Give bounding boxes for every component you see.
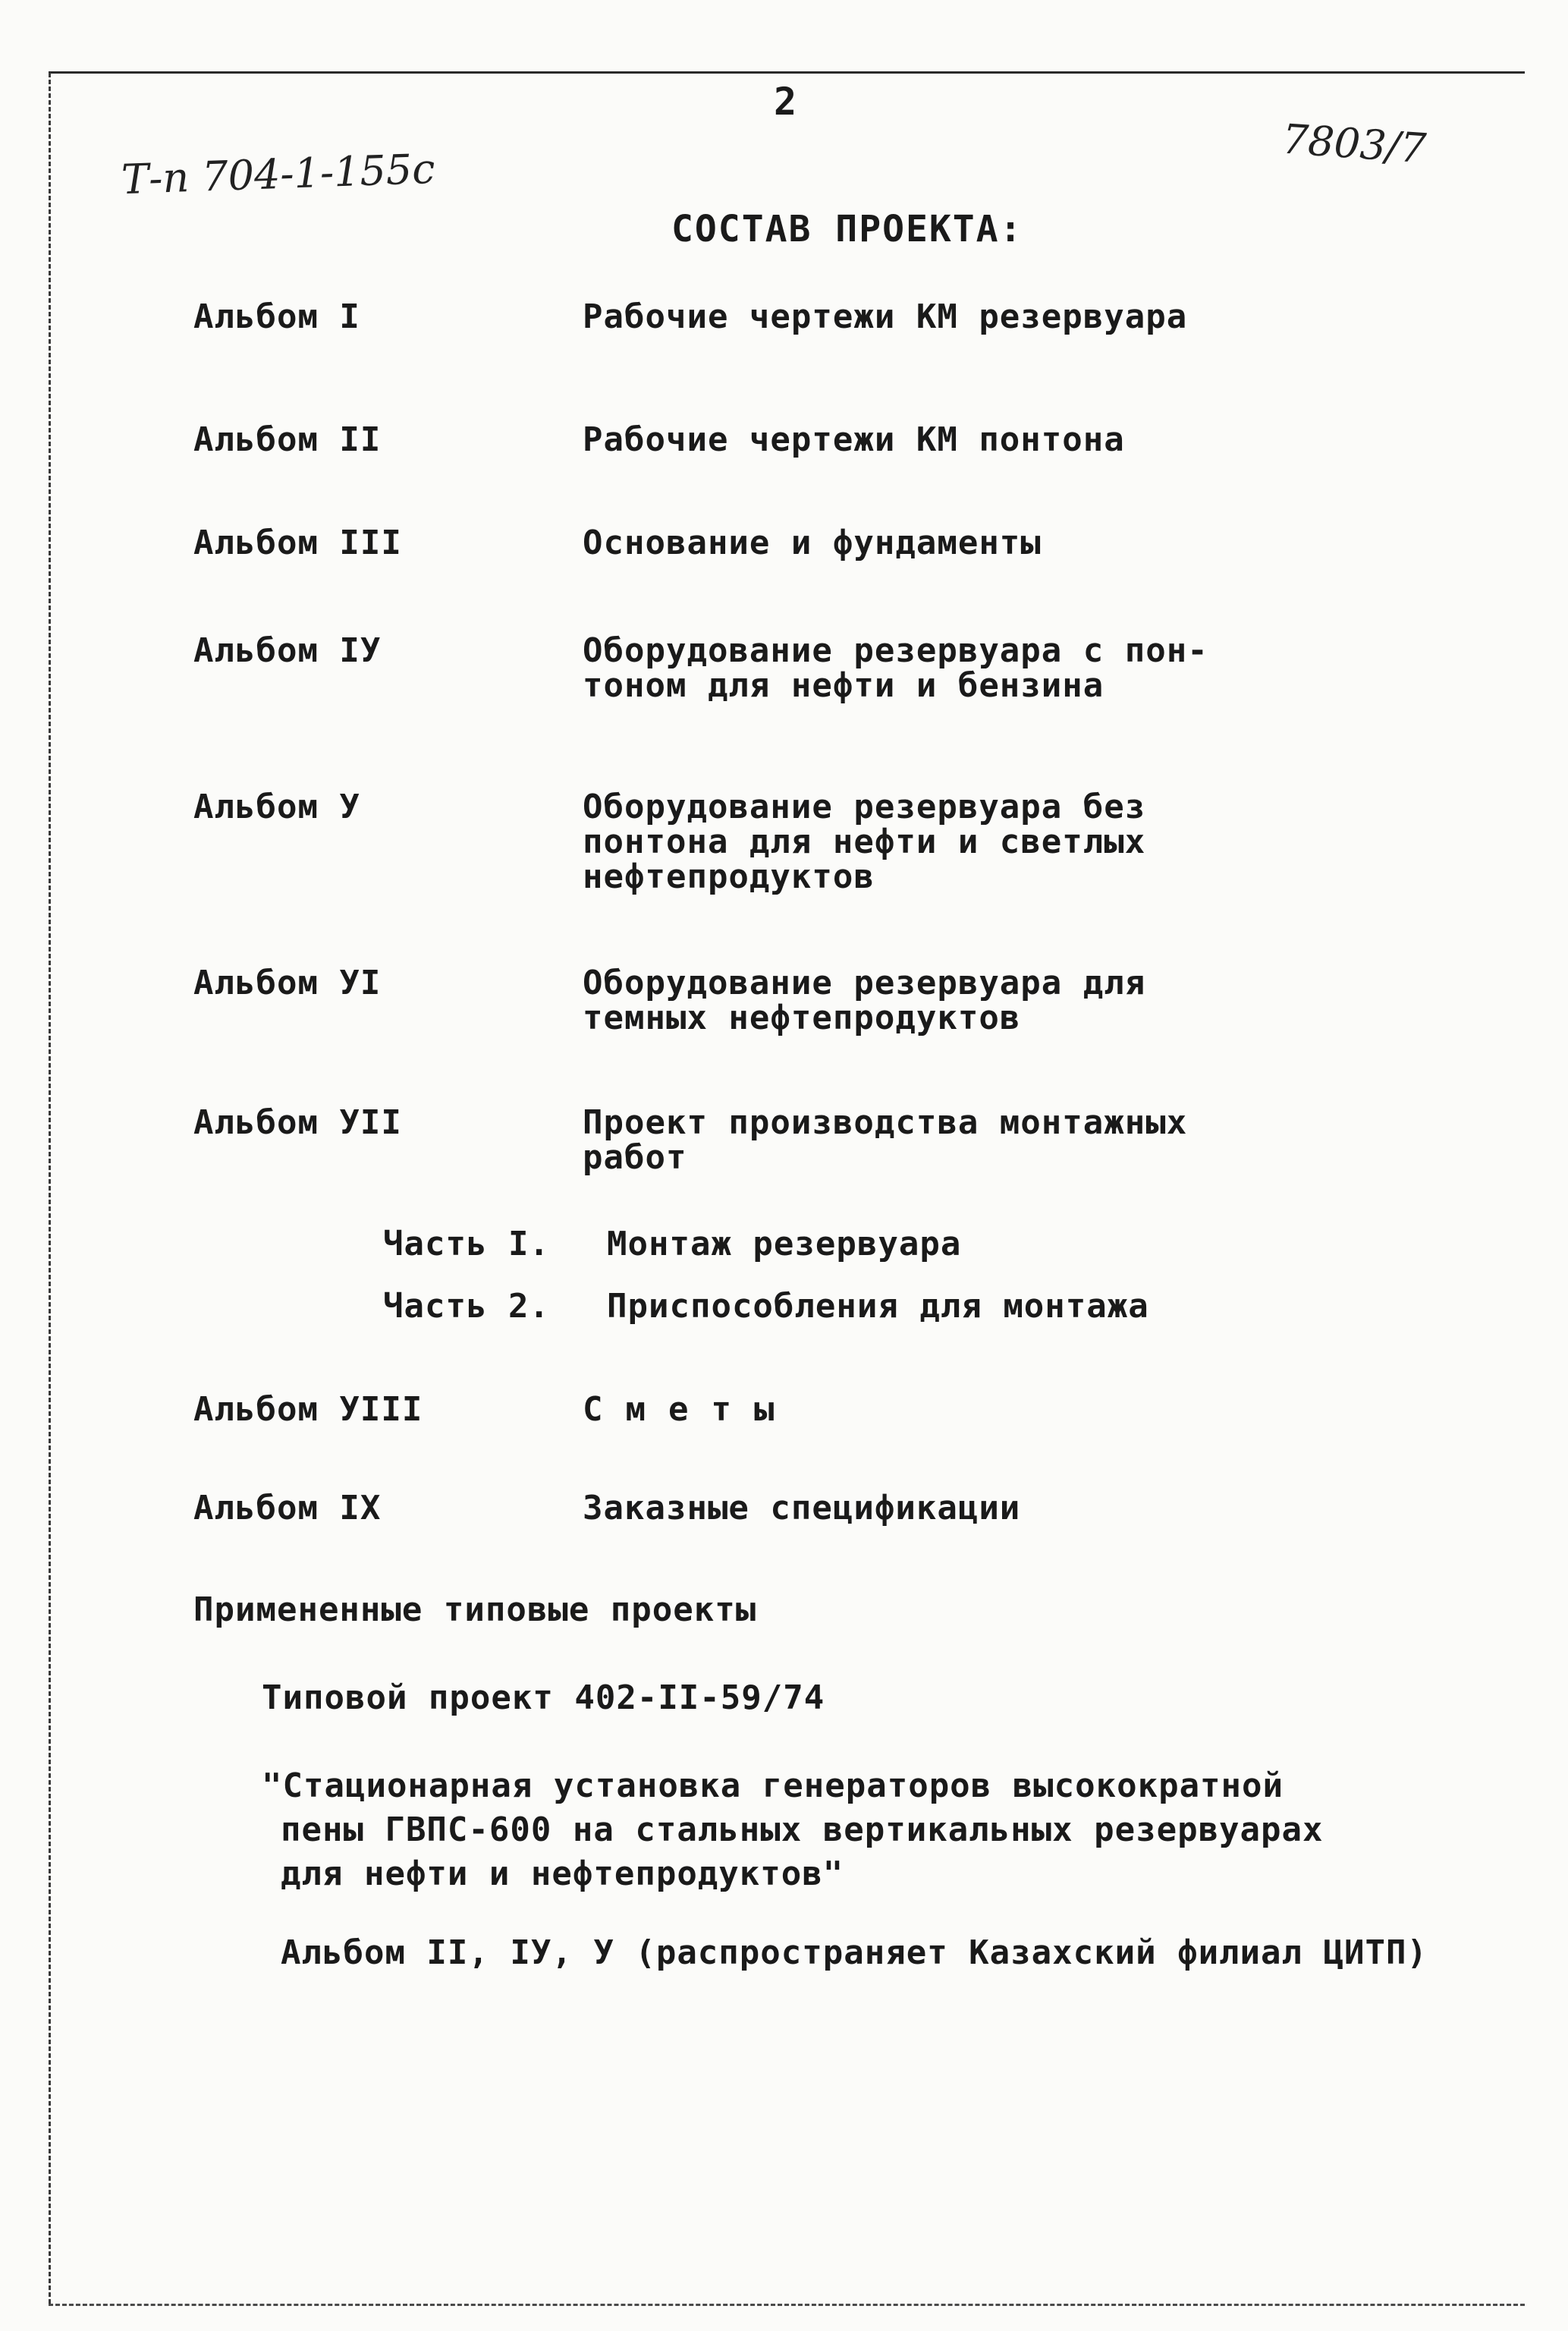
quote-line-1: "Стационарная установка генераторов высокократной (262, 1766, 1284, 1805)
frame-top-border (49, 71, 1525, 74)
distribution-note: Альбом II, IУ, У (распространяет Казахский филиал ЦИТП) (281, 1933, 1428, 1972)
album-label-4: Альбом IУ (193, 631, 382, 670)
album-label-8: Альбом УIII (193, 1390, 423, 1429)
handwritten-project-code: Т-п 704-1-155с (121, 144, 436, 204)
album-label-2: Альбом II (193, 420, 382, 459)
frame-bottom-border (49, 2304, 1525, 2306)
page-number: 2 (774, 80, 798, 124)
album-desc-8: Сметы (583, 1390, 797, 1429)
album-label-5: Альбом У (193, 788, 360, 826)
frame-left-border (49, 73, 51, 2304)
album-desc-3: Основание и фундаменты (583, 524, 1042, 562)
album-desc-5-line-3: нефтепродуктов (583, 857, 875, 896)
album-desc-5-line-1: Оборудование резервуара без (583, 788, 1146, 826)
album-desc-6-line-1: Оборудование резервуара для (583, 964, 1146, 1002)
album-label-6: Альбом УI (193, 964, 382, 1002)
part-desc-2: Приспособления для монтажа (607, 1287, 1149, 1326)
album-desc-6-line-2: темных нефтепродуктов (583, 999, 1021, 1037)
album-label-3: Альбом III (193, 524, 402, 562)
quote-line-3: для нефти и нефтепродуктов" (281, 1854, 844, 1893)
page-title: СОСТАВ ПРОЕКТА: (671, 208, 1023, 250)
applied-projects-heading: Примененные типовые проекты (193, 1590, 757, 1629)
part-desc-1: Монтаж резервуара (607, 1225, 962, 1263)
album-desc-4-line-1: Оборудование резервуара с пон- (583, 631, 1208, 670)
handwritten-archive-number: 7803/7 (1280, 115, 1428, 173)
album-desc-5-line-2: понтона для нефти и светлых (583, 823, 1146, 861)
album-label-9: Альбом IX (193, 1489, 382, 1527)
album-desc-7-line-2: работ (583, 1138, 687, 1177)
typical-project-number: Типовой проект 402-II-59/74 (262, 1678, 825, 1717)
part-label-2: Часть 2. (383, 1287, 550, 1326)
quote-line-2: пены ГВПС-600 на стальных вертикальных резервуарах (281, 1810, 1324, 1849)
album-label-1: Альбом I (193, 297, 360, 336)
album-desc-2: Рабочие чертежи КМ понтона (583, 420, 1125, 459)
album-desc-4-line-2: тоном для нефти и бензина (583, 666, 1105, 705)
album-label-7: Альбом УII (193, 1103, 402, 1142)
part-label-1: Часть I. (383, 1225, 550, 1263)
album-desc-7-line-1: Проект производства монтажных (583, 1103, 1188, 1142)
album-desc-9: Заказные спецификации (583, 1489, 1021, 1527)
album-desc-1: Рабочие чертежи КМ резервуара (583, 297, 1188, 336)
